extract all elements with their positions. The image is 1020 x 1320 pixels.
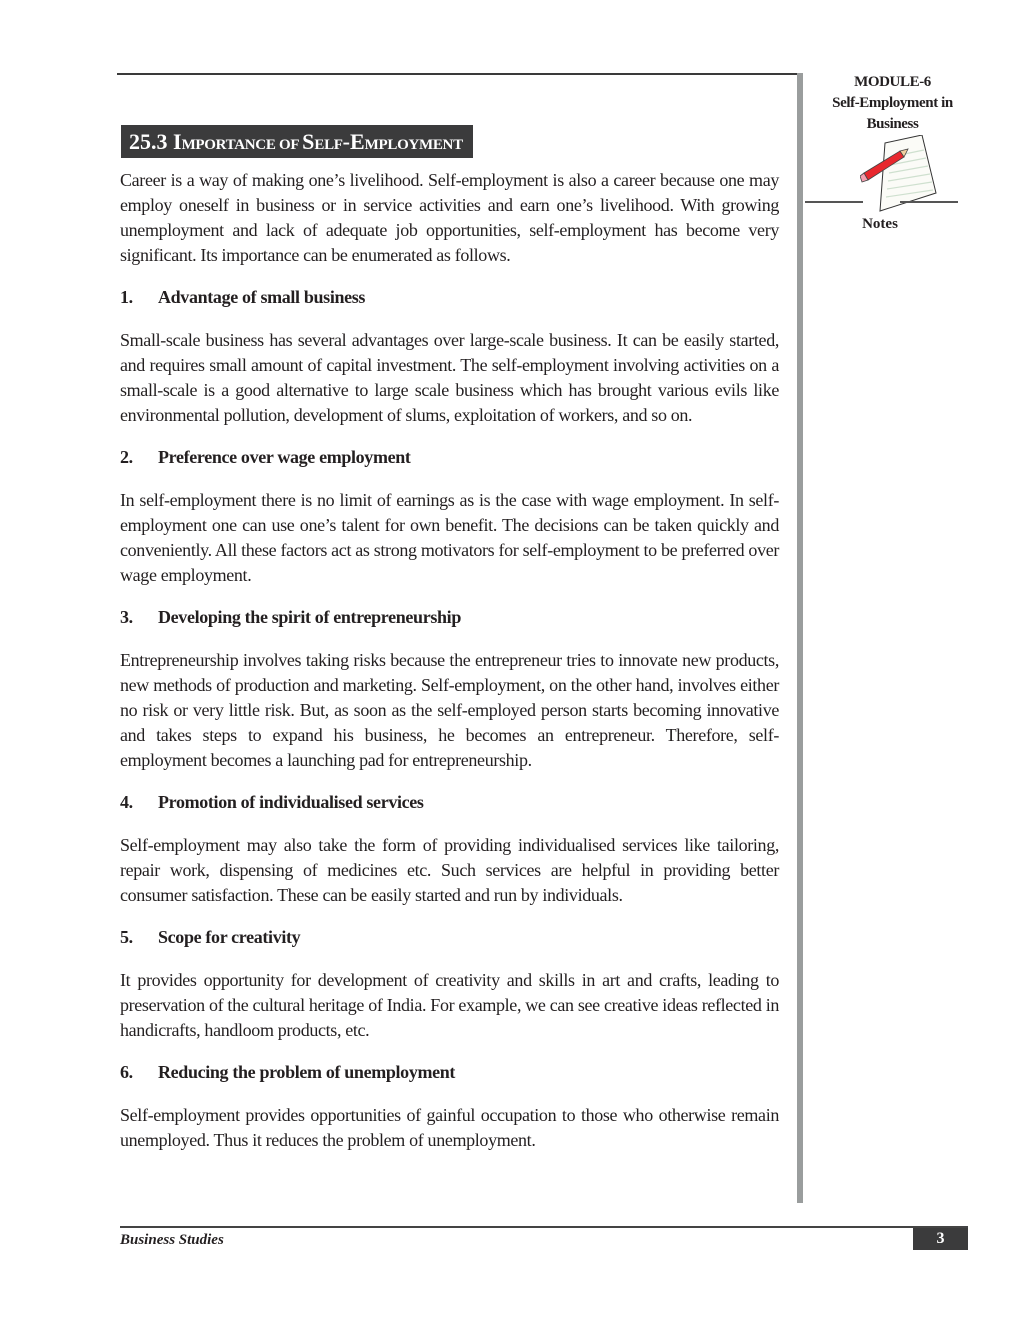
notes-rule-left bbox=[805, 201, 863, 203]
section-title-part: ELF bbox=[314, 137, 343, 153]
item-number: 1. bbox=[120, 287, 133, 307]
module-label bbox=[805, 72, 980, 135]
item-number: 2. bbox=[120, 447, 133, 467]
item-heading bbox=[120, 925, 779, 950]
section-title-part: I bbox=[173, 129, 182, 154]
module-title-line2: Business bbox=[866, 116, 919, 132]
page-number: 3 bbox=[913, 1228, 968, 1250]
module-number: MODULE-6 bbox=[854, 74, 931, 90]
top-rule bbox=[117, 73, 801, 75]
item-title: Reducing the problem of unemployment bbox=[158, 1062, 456, 1082]
item-title: Preference over wage employment bbox=[158, 447, 411, 467]
section-heading bbox=[121, 125, 473, 158]
section-number: 25.3 bbox=[129, 129, 168, 154]
item-title: Scope for creativity bbox=[158, 927, 301, 947]
item-number: 5. bbox=[120, 927, 133, 947]
item-title: Developing the spirit of entrepreneurship bbox=[158, 607, 461, 627]
item-paragraph: Self-employment provides opportunities of gainful occupation to those who otherwise remain unemployed. Thus it reduces the problem of unemployment. bbox=[120, 1105, 779, 1150]
item-heading bbox=[120, 790, 779, 815]
item-heading bbox=[120, 1060, 779, 1085]
section-title-part: -E bbox=[342, 129, 365, 154]
section-title-part: MPORTANCE OF bbox=[181, 137, 303, 153]
item-paragraph: In self-employment there is no limit of earnings as is the case with wage employment. In self-employment one can use one’s talent for own benefit. The decisions can be taken quickly and conveniently. All these factors act as strong motivators for self-employment to be preferred over wage employment. bbox=[120, 490, 779, 585]
item-number: 4. bbox=[120, 792, 133, 812]
item-paragraph: Small-scale business has several advantages over large-scale business. It can be easily started, and requires small amount of capital investment. The self-employment involving activities on a small-scale is a good alternative to large scale business which has brought various evils like environmental pollution, development of slums, exploitation of workers, and so on. bbox=[120, 330, 779, 425]
notes-rule-right bbox=[900, 201, 958, 203]
section-title-part: MPLOYMENT bbox=[364, 137, 463, 153]
item-paragraph: It provides opportunity for development of creativity and skills in art and crafts, leading to preservation of the cultural heritage of India. For example, we can see creative ideas reflected in handicrafts, handloom products, etc. bbox=[120, 970, 779, 1040]
item-title: Advantage of small business bbox=[158, 287, 366, 307]
footer-rule bbox=[120, 1226, 968, 1228]
footer-book-title: Business Studies bbox=[120, 1232, 224, 1248]
section-title-part: S bbox=[302, 129, 315, 154]
notepad-pencil-icon bbox=[860, 135, 940, 215]
item-heading bbox=[120, 605, 779, 630]
margin-bar bbox=[797, 73, 803, 1203]
item-number: 6. bbox=[120, 1062, 133, 1082]
item-title: Promotion of individualised services bbox=[158, 792, 424, 812]
item-heading bbox=[120, 445, 779, 470]
item-heading bbox=[120, 285, 779, 310]
intro-paragraph: Career is a way of making one’s livelihood. Self-employment is also a career because one may employ oneself in business or in service activities and earn one’s livelihood. With growing unemployment and lack of adequate job opportunities, self-employment has become very significant. Its importance can be enumerated as follows. bbox=[120, 170, 779, 265]
module-title-line1: Self-Employment in bbox=[832, 95, 953, 111]
item-paragraph: Self-employment may also take the form of providing individualised services like tailoring, repair work, dispensing of medicines etc. Such services are helpful in providing better consumer satisfaction. These can be easily started and run by individuals. bbox=[120, 835, 779, 905]
body-content bbox=[120, 168, 779, 1153]
notes-label: Notes bbox=[862, 216, 898, 232]
item-paragraph: Entrepreneurship involves taking risks because the entrepreneur tries to innovate new products, new methods of production and marketing. Self-employment, on the other hand, involves either no risk or very little risk. But, as soon as the self-employed person starts becoming innovative and takes steps to expand his business, he becomes an entrepreneur. Therefore, self-employment becomes a launching pad for entrepreneurship. bbox=[120, 650, 779, 770]
item-number: 3. bbox=[120, 607, 133, 627]
